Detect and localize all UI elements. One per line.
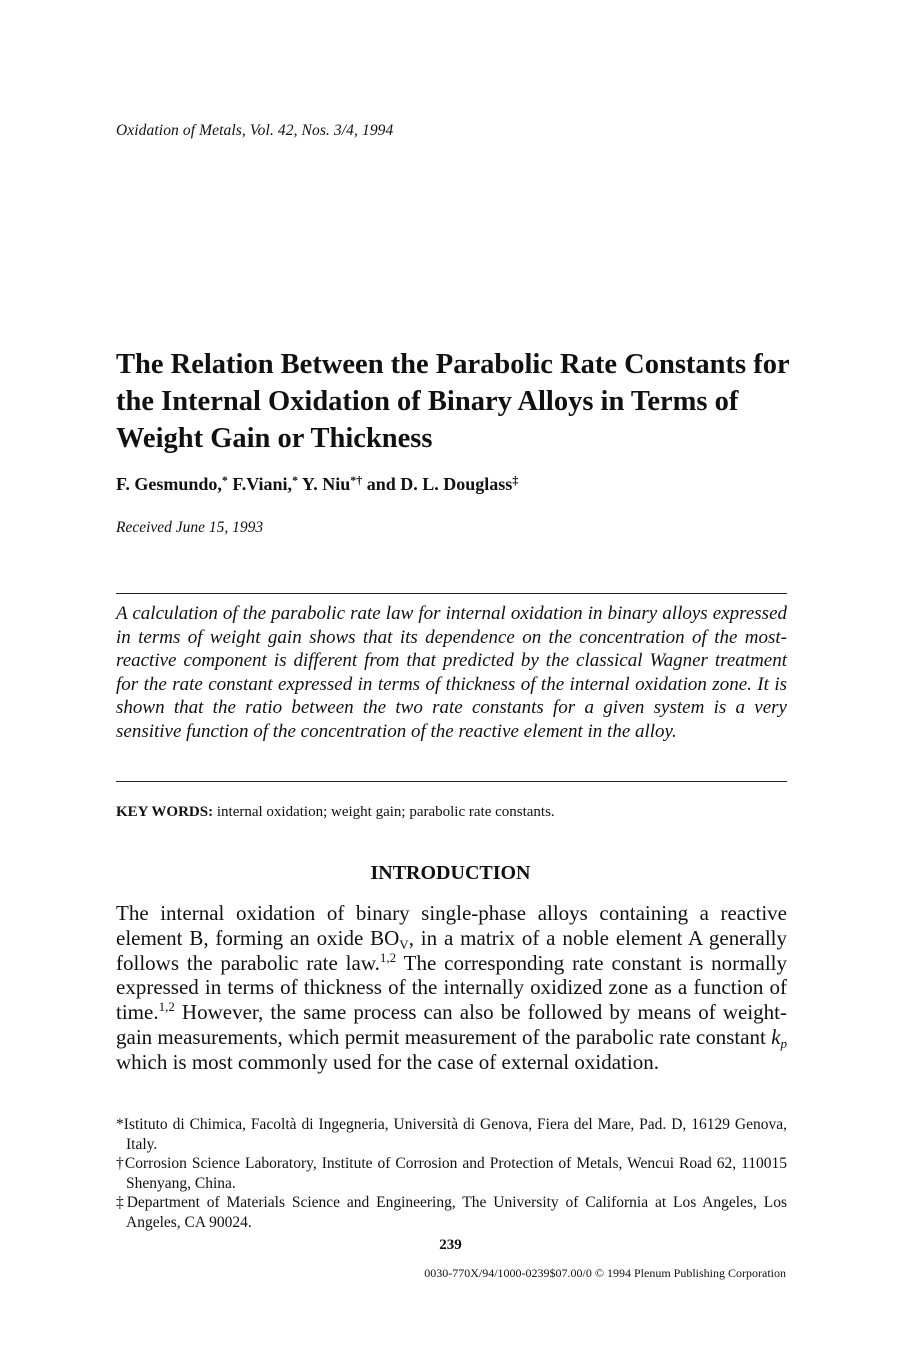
copyright-line: 0030-770X/94/1000-0239$07.00/0 © 1994 Plenum Publishing Corporation (424, 1266, 786, 1280)
author-marks: * (221, 473, 228, 487)
footnote: †Corrosion Science Laboratory, Institute of Corrosion and Protection of Metals, Wencui Road 62, 110015 Shenyang, China. (116, 1155, 787, 1192)
citation-ref: 1,2 (379, 949, 397, 965)
author-marks: *† (350, 473, 363, 487)
intro-text: However, the same process can also be followed by means of weight-gain measurements, which permit measurement of the parabolic rate constant (116, 1000, 787, 1049)
kp-subscript-text: p (780, 1035, 787, 1051)
author-list (116, 474, 518, 495)
abstract-bottom-rule (116, 781, 787, 782)
article-title: The Relation Between the Parabolic Rate Constants for the Internal Oxidation of Binary Alloys in Terms of Weight Gain or Thickness (116, 349, 790, 454)
received-date: Received June 15, 1993 (116, 519, 264, 536)
author-marks: * (292, 473, 299, 487)
footnote: *Istituto di Chimica, Facoltà di Ingegneria, Università di Genova, Fiera del Mare, Pad. D, 16129 Genova, Italy. (116, 1116, 787, 1153)
intro-subscript: V (399, 936, 409, 952)
keywords (116, 804, 555, 821)
footnote: ‡Department of Materials Science and Engineering, The University of California at Los Angeles, Los Angeles, CA 90024. (116, 1194, 787, 1231)
citation-ref: 1,2 (158, 999, 175, 1015)
keywords-text: internal oxidation; weight gain; parabolic rate constants. (213, 804, 555, 820)
introduction-paragraph (116, 901, 787, 1075)
abstract: A calculation of the parabolic rate law for internal oxidation in binary alloys expressed in terms of weight gain shows that its dependence on the concentration of the most-reactive component is different from that predicted by the classical Wagner treatment for the rate constant expressed in terms of thickness of the internal oxidation zone. It is shown that the ratio between the two rate constants for a given system is a very sensitive function of the concentration of the reactive element in the alloy. (116, 603, 787, 742)
intro-text: The corresponding rate constant is normally expressed in terms of thickness of the internally oxidized zone as a function of time. (116, 950, 787, 1025)
author-name: F.Viani, (232, 474, 293, 494)
journal-reference: Oxidation of Metals, Vol. 42, Nos. 3/4, 1994 (116, 122, 394, 139)
footnotes (116, 1115, 787, 1232)
page-number: 239 (439, 1237, 462, 1253)
author-marks: ‡ (512, 473, 519, 487)
author-name: and D. L. Douglass (366, 474, 513, 494)
section-heading-introduction: INTRODUCTION (370, 862, 531, 884)
keywords-label: KEY WORDS: (116, 804, 214, 820)
author-name: F. Gesmundo, (116, 474, 222, 494)
kp-symbol: k (771, 1024, 781, 1049)
author-name: Y. Niu (301, 474, 351, 494)
intro-text: which is most commonly used for the case of external oxidation. (116, 1049, 659, 1074)
abstract-top-rule (116, 593, 787, 594)
intro-text: The internal oxidation of binary single-phase alloys containing a reactive element B, forming an oxide BO (116, 901, 787, 950)
kp-subscript (781, 1036, 788, 1051)
intro-text: , in a matrix of a noble element A generally follows the parabolic rate law. (116, 925, 787, 975)
